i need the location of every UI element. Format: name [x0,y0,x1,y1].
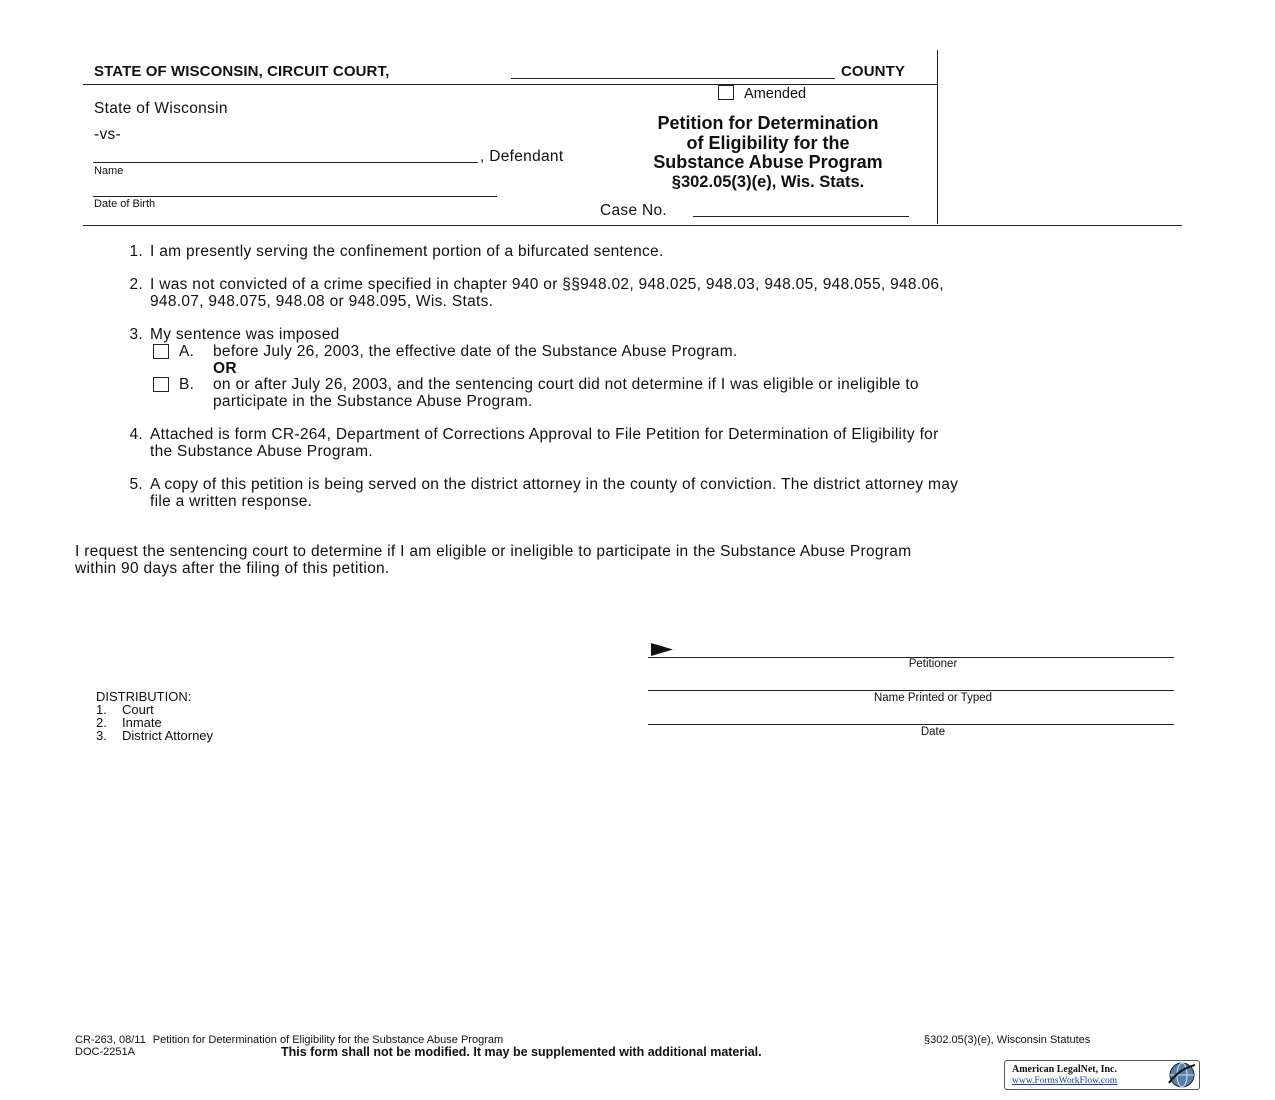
amended-checkbox[interactable] [718,85,734,100]
county-field-line[interactable] [511,78,835,79]
caption-bottom-rule [83,225,1182,226]
footer-statute: §302.05(3)(e), Wisconsin Statutes [924,1034,1091,1046]
form-title-line-3: Substance Abuse Program [653,152,883,172]
item-text: the Substance Abuse Program. [150,443,373,460]
dob-label: Date of Birth [94,198,156,210]
option-a-label: A. [179,343,195,360]
list-item-label: Inmate [122,715,162,730]
option-b-text-continued: participate in the Substance Abuse Program. [213,393,533,410]
case-no-label: Case No. [600,202,668,219]
item-number: 2. [129,276,143,293]
list-item-label: District Attorney [122,728,214,743]
item-number: 5. [129,476,143,493]
dob-line[interactable] [93,196,497,197]
sign-here-arrow-icon [651,643,673,656]
plaintiff-name: State of Wisconsin [94,100,228,117]
defendant-label: , Defendant [480,148,564,165]
form-title [600,114,936,192]
option-or-label: OR [213,360,237,377]
footer-doc-id: DOC-2251A [75,1046,135,1058]
versus-label: -vs- [94,126,122,143]
item-number: 1. [129,243,143,260]
publisher-logo[interactable] [1004,1060,1200,1090]
item-text: I was not convicted of a crime specified in chapter 940 or §§948.02, 948.025, 948.03, 948.05, 948.055, 948.06, [150,276,944,293]
logo-url[interactable]: www.FormsWorkFlow.com [1012,1076,1118,1086]
list-item-number: 2. [96,715,107,730]
logo-company: American LegalNet, Inc. [1012,1064,1117,1075]
distribution-heading: DISTRIBUTION: [96,689,192,704]
item-text: file a written response. [150,493,313,510]
form-title-line-4: §302.05(3)(e), Wis. Stats. [671,172,865,191]
item-text: A copy of this petition is being served on the district attorney in the county of conviction. The district attorney may [150,476,959,493]
defendant-name-line[interactable] [93,162,478,163]
form-title-line-1: Petition for Determination [657,113,879,133]
name-printed-label: Name Printed or Typed [873,692,993,704]
request-line-1: I request the sentencing court to determine if I am eligible or ineligible to participate in the Substance Abuse Program [75,543,912,560]
name-printed-line[interactable] [648,690,1174,691]
name-label: Name [94,165,124,177]
item-text: 948.07, 948.075, 948.08 or 948.095, Wis. Stats. [150,293,494,310]
court-caption-left: STATE OF WISCONSIN, CIRCUIT COURT, [94,63,390,80]
list-item-label: Court [122,702,154,717]
footer-notice: This form shall not be modified. It may be supplemented with additional material. [281,1045,762,1059]
amended-label: Amended [744,86,807,102]
case-no-line[interactable] [693,216,909,217]
item-text: My sentence was imposed [150,326,340,343]
form-id: CR-263, 08/11 [75,1034,146,1046]
option-b-label: B. [179,376,195,393]
item-text: I am presently serving the confinement portion of a bifurcated sentence. [150,243,664,260]
form-title-line-2: of Eligibility for the [686,132,850,153]
list-item-number: 1. [96,702,107,717]
globe-icon [1165,1061,1197,1089]
list-item [96,729,213,742]
distribution-list [96,690,213,742]
item-text: Attached is form CR-264, Department of Corrections Approval to File Petition for Determination of Eligibility for [150,426,939,443]
list-item-number: 3. [96,728,107,743]
amended-checkbox-group [718,85,806,102]
caption-right-border [937,50,938,224]
option-b-text: on or after July 26, 2003, and the sentencing court did not determine if I was eligible or ineligible to [213,376,919,393]
request-line-2: within 90 days after the filing of this petition. [75,560,390,577]
item-number: 3. [129,326,143,343]
form-title-footer: Petition for Determination of Eligibility for the Substance Abuse Program [152,1034,504,1046]
option-b-checkbox[interactable] [153,377,169,392]
option-a-checkbox[interactable] [153,344,169,359]
option-a-text: before July 26, 2003, the effective date of the Substance Abuse Program. [213,343,738,360]
petitioner-label: Petitioner [908,658,958,670]
item-number: 4. [129,426,143,443]
date-label: Date [920,726,946,738]
caption-top-rule [83,84,938,85]
court-caption-right: COUNTY [841,63,905,80]
date-line[interactable] [648,724,1174,725]
